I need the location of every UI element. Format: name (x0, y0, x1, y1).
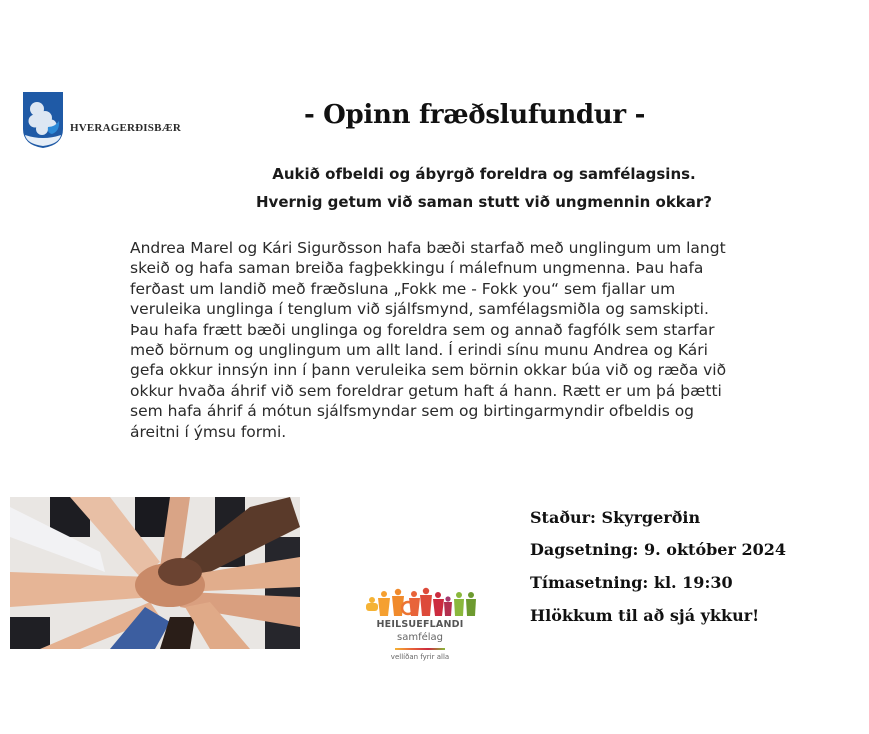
health-logo-divider (395, 648, 445, 650)
event-time: Tímasetning: kl. 19:30 (530, 573, 733, 592)
subtitle-1: Aukið ofbeldi og ábyrgð foreldra og samfélagsins. (272, 165, 696, 183)
subtitle-2: Hvernig getum við saman stutt við ungmennin okkar? (255, 193, 712, 211)
paragraph-line: Þau hafa frætt bæði unglinga og foreldra sem og annað fagfólk sem starfar (130, 320, 715, 339)
health-logo-tagline: vellíðan fyrir alla (390, 653, 450, 661)
paragraph-line: ferðast um landið með fræðsluna „Fokk me - Fokk you“ sem fjallar um (130, 279, 676, 298)
description-paragraph (130, 238, 820, 442)
people-figures-icon (362, 586, 478, 618)
paragraph-line: okkur hvaða áhrif við sem foreldrar getum haft á hann. Rætt er um þá þætti (130, 381, 722, 400)
paragraph-line: skeið og hafa saman breiða fagþekkingu í málefnum ungmenna. Þau hafa (130, 259, 704, 278)
health-community-logo (362, 586, 478, 668)
paragraph-line: Andrea Marel og Kári Sigurðsson hafa bæði starfað með unglingum um langt (130, 239, 726, 257)
health-logo-name: HEILSUEFLANDI (376, 619, 464, 630)
event-closing: Hlökkum til að sjá ykkur! (530, 606, 760, 625)
paragraph-line: gefa okkur innsýn inn í þann veruleika sem börnin okkar búa við og ræða við (130, 361, 727, 380)
paragraph-line: áreitni í ýmsu formi. (130, 422, 287, 441)
paragraph-line: með börnum og unglingum um allt land. Í erindi sínu munu Andrea og Kári (130, 341, 708, 360)
paragraph-line: veruleika unglinga í tenglum við sjálfsmynd, samfélagsmiðla og samskipti. (130, 300, 709, 319)
hands-image (10, 497, 300, 649)
event-location: Staður: Skyrgerðin (530, 508, 701, 527)
municipality-name: HVERAGERÐISBÆR (70, 122, 181, 134)
page-title: - Opinn fræðslufundur - (303, 100, 646, 130)
health-logo-sub: samfélag (396, 632, 443, 643)
stacked-hands-photo (10, 497, 300, 649)
paragraph-line: sem hafa áhrif á mótun sjálfsmyndar sem og birtingarmyndir ofbeldis og (130, 402, 695, 421)
event-date: Dagsetning: 9. október 2024 (530, 540, 787, 559)
